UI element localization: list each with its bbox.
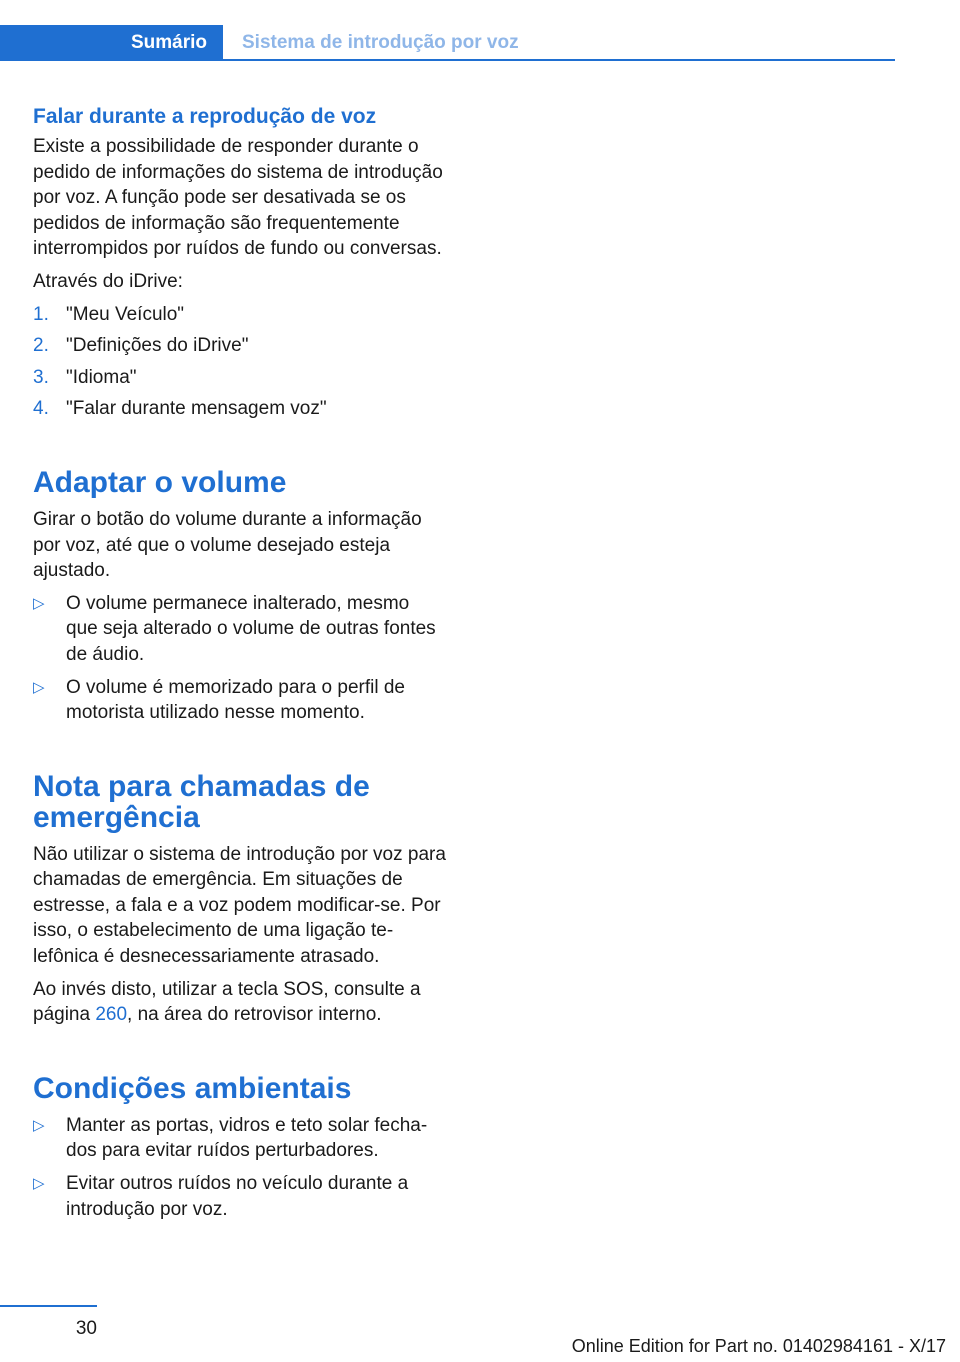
- section-title-environmental-conditions: Condições ambientais: [33, 1071, 352, 1105]
- footer-rule: [0, 1305, 97, 1307]
- page-number: 30: [75, 1318, 97, 1339]
- step-text: "Idioma": [66, 366, 137, 388]
- triangle-bullet-icon: ▷: [33, 1175, 45, 1193]
- step-text: "Falar durante mensagem voz": [66, 398, 327, 420]
- page-content: [33, 102, 446, 1222]
- bullet-text: O volume permanece inalterado, mesmo que seja alterado o volume de outras fontes de áudio.: [66, 592, 436, 665]
- list-item: [33, 675, 446, 726]
- edition-text: Online Edition for Part no. 01402984161 - X/17: [571, 1336, 946, 1356]
- tab-voice-system[interactable]: Sistema de introdução por voz: [242, 32, 519, 53]
- list-item: [33, 333, 446, 359]
- paragraph: [33, 977, 446, 1028]
- section-title-adjust-volume: Adaptar o volume: [33, 465, 287, 499]
- list-item: [33, 1171, 446, 1222]
- paragraph: Existe a possibilidade de responder durante o pedido de informações do sistema de introdução por voz. A função pode ser desativada se os pedidos de informação são frequentemente interrompidos por ruídos de fundo ou conversas.: [33, 136, 443, 260]
- header-rule: [0, 59, 895, 61]
- list-item: [33, 1113, 446, 1164]
- paragraph-text: Ao invés disto, utilizar a tecla SOS, consulte a página: [33, 978, 421, 1026]
- bullet-text: Manter as portas, vidros e teto solar fechados para evitar ruídos perturbadores.: [66, 1114, 428, 1162]
- list-item: [33, 365, 446, 391]
- page-link-260[interactable]: 260: [95, 1004, 128, 1026]
- triangle-bullet-icon: ▷: [33, 678, 45, 696]
- bullet-list: [33, 1113, 446, 1222]
- list-item: [33, 396, 446, 422]
- tab-summary[interactable]: Sumário: [0, 25, 223, 61]
- step-list: [33, 302, 446, 422]
- paragraph: Girar o botão do volume durante a informação por voz, até que o volume desejado esteja ajustado.: [33, 508, 422, 582]
- triangle-bullet-icon: ▷: [33, 1116, 45, 1134]
- step-number: 4.: [33, 398, 49, 420]
- section-title-emergency-calls: Nota para chamadas de emergência: [33, 769, 370, 834]
- step-text: "Meu Veículo": [66, 303, 185, 325]
- header-bar: [0, 25, 895, 61]
- paragraph-text: , na área do retrovisor interno.: [127, 1004, 382, 1026]
- step-number: 3.: [33, 366, 49, 388]
- list-item: [33, 591, 446, 668]
- paragraph: Através do iDrive:: [33, 270, 183, 292]
- step-number: 1.: [33, 303, 49, 325]
- list-item: [33, 302, 446, 328]
- bullet-text: O volume é memorizado para o perfil de motorista utilizado nesse momento.: [66, 676, 405, 724]
- section-title-speak-during-playback: Falar durante a reprodução de voz: [33, 105, 377, 128]
- step-number: 2.: [33, 335, 49, 357]
- triangle-bullet-icon: ▷: [33, 594, 45, 612]
- paragraph: Não utilizar o sistema de introdução por voz para chamadas de emergência. Em situações de estresse, a fala e a voz podem modificar-se. Por isso, o estabelecimento de uma ligação telefônica é desnecessariamente atrasado.: [33, 843, 446, 968]
- bullet-list: [33, 591, 446, 726]
- bullet-text: Evitar outros ruídos no veículo durante a introdução por voz.: [66, 1173, 409, 1220]
- step-text: "Definições do iDrive": [66, 335, 249, 357]
